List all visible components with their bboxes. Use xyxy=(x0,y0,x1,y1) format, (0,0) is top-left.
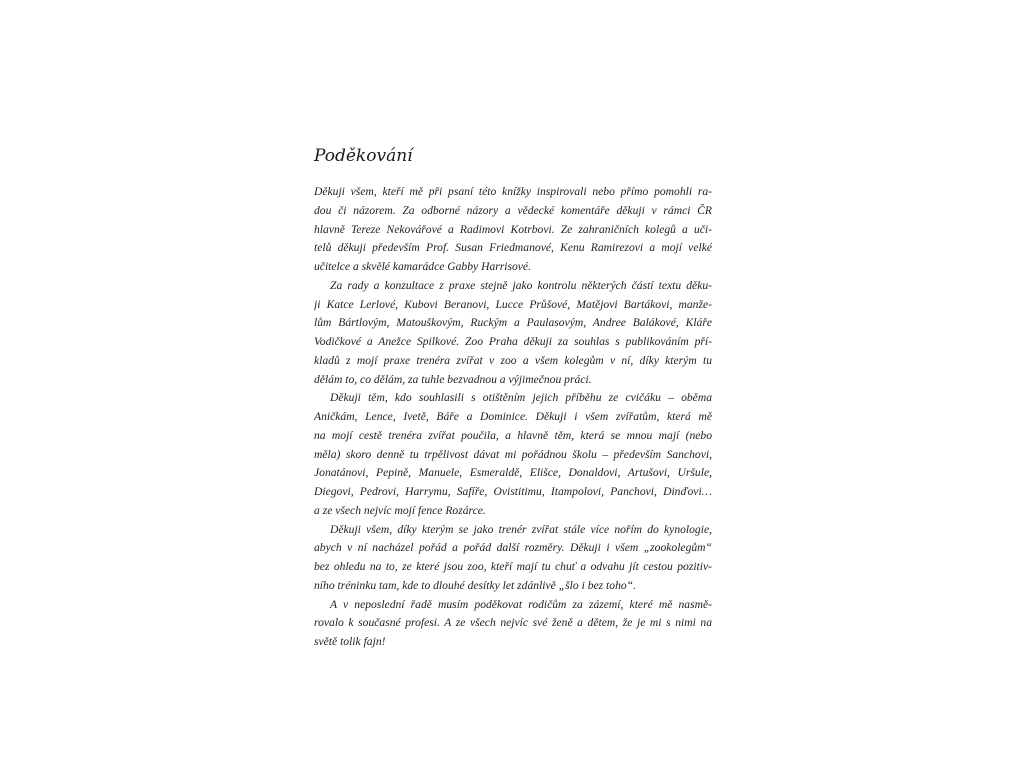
text-line: telů děkuji především Prof. Susan Friedmanové, Kenu Ramirezovi a mojí velké xyxy=(314,241,712,255)
page-title: Poděkování xyxy=(314,146,413,166)
text-line: Diegovi, Pedrovi, Harrymu, Safíře, Ovistitimu, Itampolovi, Panchovi, Dinďovi… xyxy=(314,485,712,498)
text-line: učitelce a skvělé kamarádce Gabby Harrisové. xyxy=(314,260,531,273)
text-line: Aničkám, Lence, Ivetě, Báře a Dominice. Děkuji i všem zvířatům, která mě xyxy=(314,410,712,423)
text-line: abych v ní nacházel pořád a pořád další rozměry. Děkuji i všem „zookolegům“ xyxy=(314,541,712,555)
text-line: měla) skoro denně tu trpělivost dávat mi pořádnou školu – především Sanchovi, xyxy=(314,447,712,461)
text-line: A v neposlední řadě musím poděkovat rodičům za zázemí, které mě nasmě- xyxy=(330,597,712,611)
text-line: bez ohledu na to, ze které jsou zoo, kteří mají tu chuť a odvahu jít cestou pozitiv- xyxy=(314,560,712,573)
text-line: Děkuji všem, kteří mě při psaní této knížky inspirovali nebo přímo pomohli ra- xyxy=(314,185,712,198)
text-line: kladů z mojí praxe trenéra zvířat v zoo a všem kolegům v ní, díky kterým tu xyxy=(314,353,712,367)
text-line: lům Bártlovým, Matouškovým, Ruckým a Paulasovým, Andree Balákové, Kláře xyxy=(314,316,712,330)
text-line: dělám to, co dělám, za tuhle bezvadnou a výjimečnou práci. xyxy=(314,372,592,386)
acknowledgements-text xyxy=(314,183,712,652)
text-line: rovalo k současné profesi. A ze všech nejvíc své ženě a dětem, že je mi s nimi na xyxy=(314,616,712,630)
text-line: Jonatánovi, Pepině, Manuele, Esmeraldě, Elišce, Donaldovi, Artušovi, Uršule, xyxy=(314,466,712,480)
text-line: ji Katce Lerlové, Kubovi Beranovi, Lucce Průšové, Matějovi Bartákovi, manže- xyxy=(314,297,712,311)
text-line: na mojí cestě trenéra zvířat poučila, a hlavně těm, která se mnou mají (nebo xyxy=(314,428,712,442)
text-line: Děkuji těm, kdo souhlasili s otištěním jejich příběhu ze cvičáku – oběma xyxy=(330,391,712,405)
text-line: a ze všech nejvíc mojí fence Rozárce. xyxy=(314,503,486,517)
text-line: Vodičkové a Anežce Spilkové. Zoo Praha děkuji za souhlas s publikováním pří- xyxy=(314,335,712,348)
text-line: hlavně Tereze Nekovářové a Radimovi Kotrbovi. Ze zahraničních kolegů a uči- xyxy=(314,222,712,236)
text-line: dou či názorem. Za odborné názory a vědecké komentáře děkuji v rámci ČR xyxy=(314,203,712,217)
text-line: Děkuji všem, díky kterým se jako trenér zvířat stále více nořím do kynologie, xyxy=(330,522,712,536)
text-line: světě tolik fajn! xyxy=(314,635,386,648)
text-line: ního tréninku tam, kde to dlouhé desítky let zdánlivě „šlo i bez toho“. xyxy=(314,578,637,592)
text-line: Za rady a konzultace z praxe stejně jako kontrolu některých částí textu děku- xyxy=(330,278,712,292)
